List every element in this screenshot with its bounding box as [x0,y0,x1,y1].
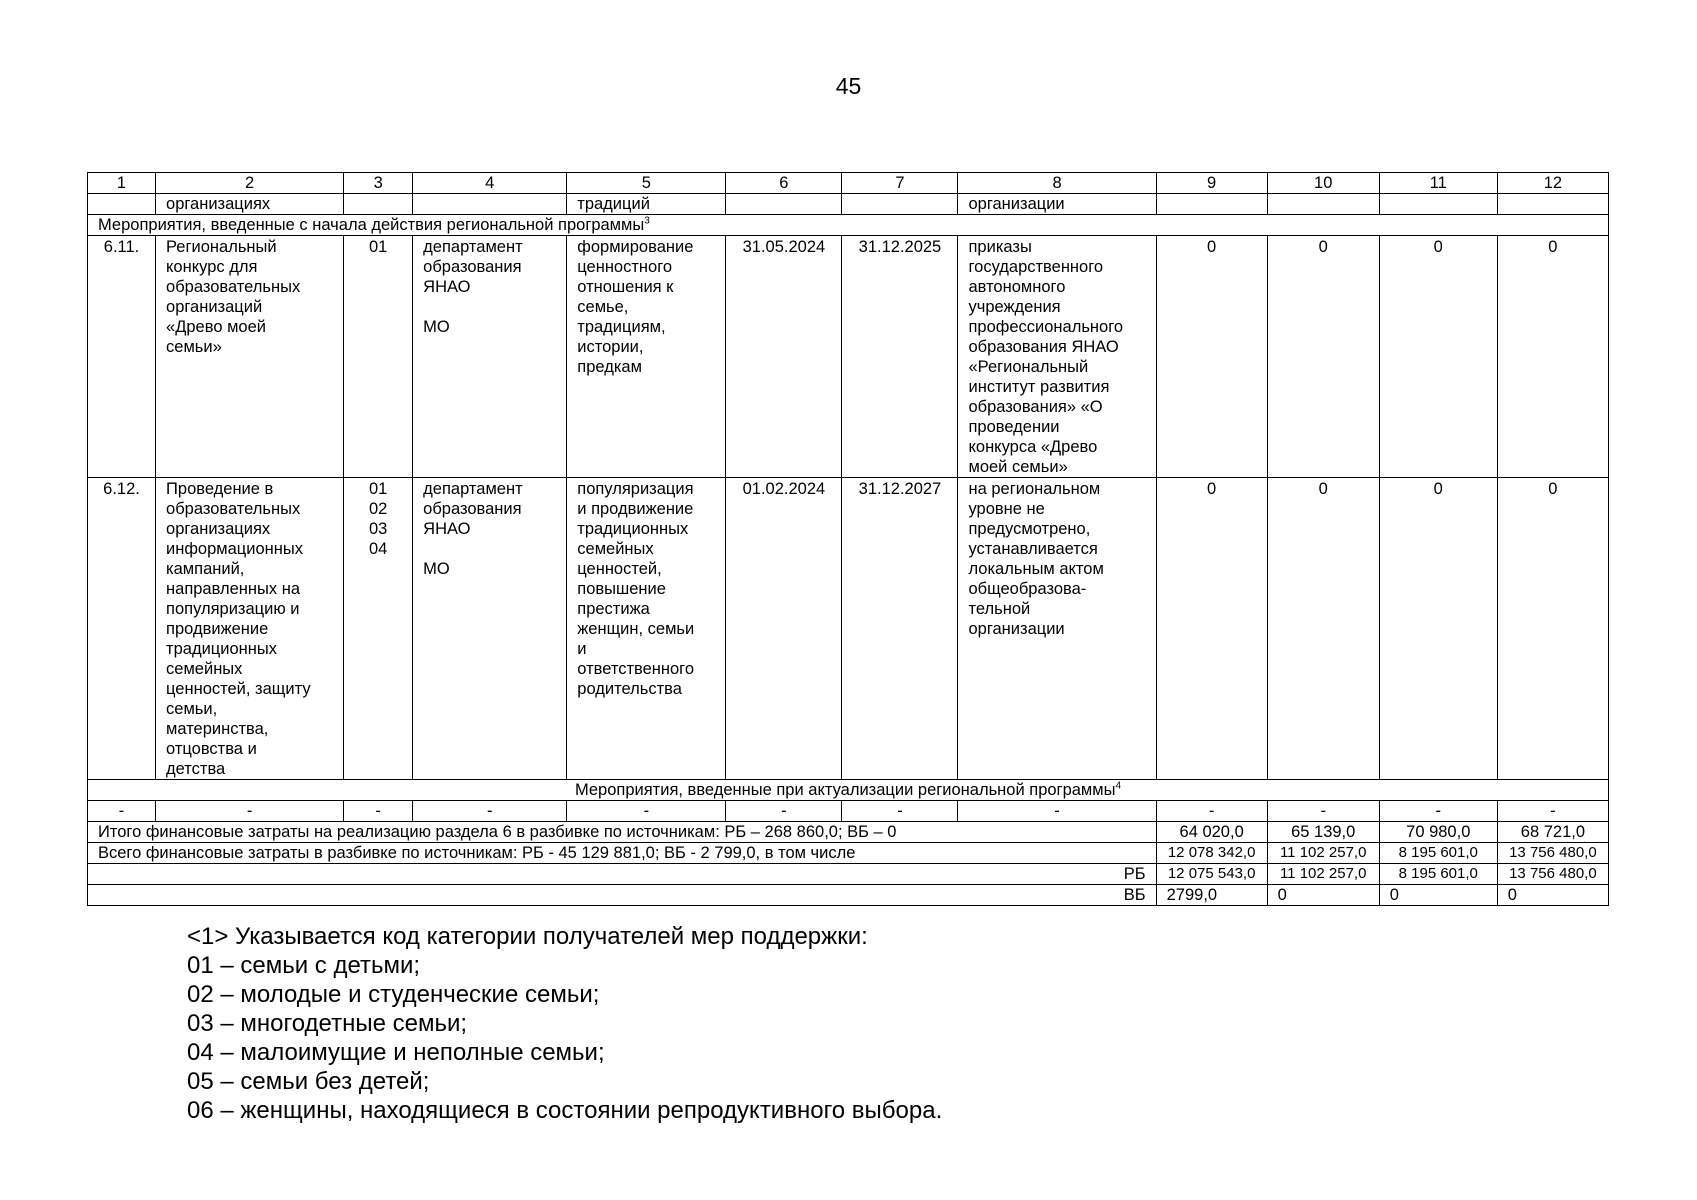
value-cell: 0 [1267,478,1379,780]
total-label: Итого финансовые затраты на реализацию раздела 6 в разбивке по источникам: РБ – 268 860,0; ВБ – 0 [88,822,1157,843]
section-total-row [88,822,1609,843]
table-row [88,478,1609,780]
table-cell [344,194,413,215]
table-cell [413,194,567,215]
section-heading-row [88,215,1609,236]
total-value: 11 102 257,0 [1267,843,1379,864]
measure-name: Региональный конкурс для образовательных организаций «Древо моей семьи» [156,236,344,478]
goal: формирование ценностного отношения к семье, традициям, истории, предкам [567,236,726,478]
executor: департамент образования ЯНАО МО [413,478,567,780]
table-cell: - [156,801,344,822]
page-number: 45 [835,73,862,99]
end-date: 31.12.2027 [842,478,958,780]
table-cell: организациях [156,194,344,215]
total-value: 0 [1267,885,1379,906]
total-value: 13 756 480,0 [1497,843,1608,864]
table-cell [88,194,156,215]
table-cell: - [958,801,1156,822]
total-value: 0 [1379,885,1497,906]
table-cell [1497,194,1608,215]
table-cell [1156,194,1267,215]
column-number-row [88,173,1609,194]
end-date: 31.12.2025 [842,236,958,478]
column-number: 1 [88,173,156,194]
table-cell: - [726,801,842,822]
column-number: 5 [567,173,726,194]
rb-total-row [88,864,1609,885]
section-heading [88,215,1609,236]
column-number: 6 [726,173,842,194]
value-cell: 0 [1379,236,1497,478]
table-cell: - [842,801,958,822]
table-cell [726,194,842,215]
source-label: РБ [88,864,1157,885]
column-number: 10 [1267,173,1379,194]
table-row [88,236,1609,478]
section-heading-text: Мероприятия, введенные с начала действия региональной программы [98,216,645,234]
table-cell [842,194,958,215]
table-cell [1267,194,1379,215]
total-value: 65 139,0 [1267,822,1379,843]
row-number: 6.12. [88,478,156,780]
recipient-code: 01 02 03 04 [344,478,413,780]
column-number: 8 [958,173,1156,194]
total-value: 13 756 480,0 [1497,864,1608,885]
row-number: 6.11. [88,236,156,478]
table-cell: традиций [567,194,726,215]
table-cell: организации [958,194,1156,215]
footnote-line: 03 – многодетные семьи; [187,1010,468,1037]
total-label: Всего финансовые затраты в разбивке по источникам: РБ - 45 129 881,0; ВБ - 2 799,0, в том числе [88,843,1157,864]
source-label: ВБ [88,885,1157,906]
footnote-ref: 4 [1115,780,1122,792]
table-cell: - [1379,801,1497,822]
column-number: 3 [344,173,413,194]
table-cell: - [1497,801,1608,822]
total-value: 12 078 342,0 [1156,843,1267,864]
table-cell: - [1156,801,1267,822]
total-value: 11 102 257,0 [1267,864,1379,885]
column-number: 12 [1497,173,1608,194]
legal-basis: приказы государственного автономного учреждения профессионального образования ЯНАО «Региональный институт развития образования» «О проведении конкурса «Древо моей семьи» [958,236,1156,478]
goal: популяризация и продвижение традиционных семейных ценностей, повышение престижа женщин, семьи и ответственного родительства [567,478,726,780]
recipient-code: 01 [344,236,413,478]
footnote-line: 02 – молодые и студенческие семьи; [187,981,600,1008]
table-cell: - [1267,801,1379,822]
table-cell [1379,194,1497,215]
value-cell: 0 [1497,478,1608,780]
program-measures-table [87,172,1609,906]
total-value: 64 020,0 [1156,822,1267,843]
footnote-line: 01 – семьи с детьми; [187,952,421,979]
measure-name: Проведение в образовательных организациях информационных кампаний, направленных на популяризацию и продвижение традиционных семейных ценностей, защиту семьи, материнства, отцовства и детства [156,478,344,780]
column-number: 11 [1379,173,1497,194]
table-cell: - [413,801,567,822]
total-value: 2799,0 [1156,885,1267,906]
table-cell: - [567,801,726,822]
vb-total-row [88,885,1609,906]
grand-total-row [88,843,1609,864]
total-value: 68 721,0 [1497,822,1608,843]
total-value: 0 [1497,885,1608,906]
value-cell: 0 [1156,478,1267,780]
footnote-ref: 3 [644,215,650,227]
value-cell: 0 [1267,236,1379,478]
table-cell: - [88,801,156,822]
total-value: 12 075 543,0 [1156,864,1267,885]
legal-basis: на региональном уровне не предусмотрено, устанавливается локальным актом общеобразова- тельной организации [958,478,1156,780]
total-value: 70 980,0 [1379,822,1497,843]
value-cell: 0 [1156,236,1267,478]
footnotes [187,922,942,1125]
column-number: 7 [842,173,958,194]
empty-row [88,801,1609,822]
continuation-row [88,194,1609,215]
column-number: 9 [1156,173,1267,194]
section-heading-row [88,780,1609,801]
total-value: 8 195 601,0 [1379,864,1497,885]
start-date: 31.05.2024 [726,236,842,478]
section-heading-text: Мероприятия, введенные при актуализации региональной программы [574,781,1116,799]
value-cell: 0 [1497,236,1608,478]
section-heading [88,780,1609,801]
footnote-line: 06 – женщины, находящиеся в состоянии репродуктивного выбора. [187,1097,943,1124]
column-number: 4 [413,173,567,194]
start-date: 01.02.2024 [726,478,842,780]
executor: департамент образования ЯНАО МО [413,236,567,478]
footnote-line: 05 – семьи без детей; [187,1068,430,1095]
footnote-line: <1> Указывается код категории получателей мер поддержки: [187,923,868,950]
table-cell: - [344,801,413,822]
footnote-line: 04 – малоимущие и неполные семьи; [187,1039,605,1066]
total-value: 8 195 601,0 [1379,843,1497,864]
value-cell: 0 [1379,478,1497,780]
column-number: 2 [156,173,344,194]
